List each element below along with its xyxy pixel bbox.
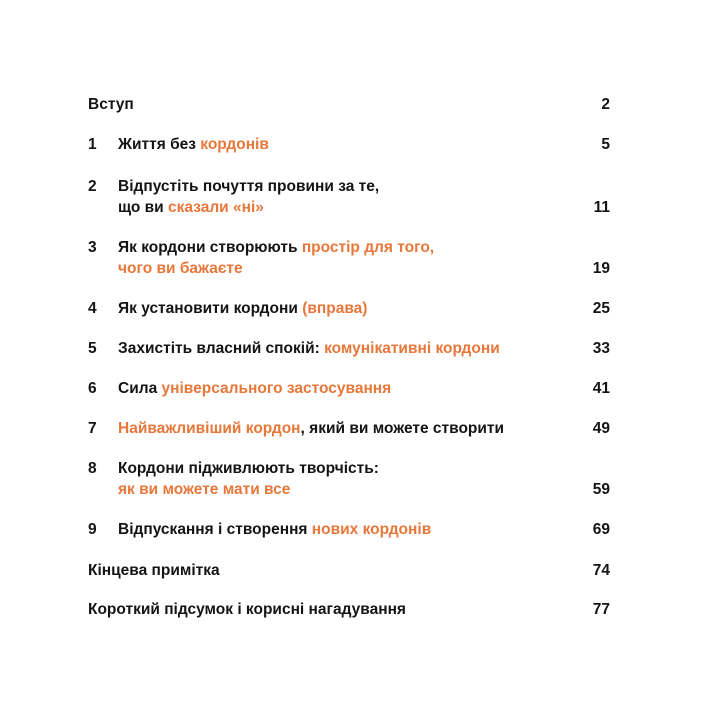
toc-entry-line [88,561,610,581]
toc-entry-line [88,600,610,620]
page-number: 74 [592,562,610,579]
page-number: 25 [592,300,610,317]
page-number: 2 [601,96,610,113]
chapter-title [118,379,391,399]
page-number: 5 [601,136,610,153]
title-text: що ви [118,199,169,216]
chapter-number: 4 [88,300,97,317]
title-text: , який ви можете створити [300,420,505,437]
page-number: 49 [592,420,610,437]
chapter-title [118,299,367,319]
toc-entry-line [88,520,610,540]
title-text: Життя без [118,136,201,153]
page-number: 59 [592,481,610,498]
highlighted-text: сказали «ні» [168,199,264,216]
chapter-title [118,339,500,359]
page-number: 11 [593,199,610,216]
toc-entry-line [88,95,610,115]
toc-entry-line [88,480,610,500]
toc-entry-line [88,459,610,479]
highlighted-text: комунікативні кордони [324,340,500,357]
title-text: Як установити кордони [118,300,303,317]
page-number: 77 [592,601,610,618]
title-text: Сила [118,380,162,397]
highlighted-text: простір для того, [301,239,435,256]
toc-entry-line [88,135,610,155]
toc-entry-line [88,299,610,319]
highlighted-text: універсального застосування [161,380,392,397]
highlighted-text: нових кордонів [311,521,432,538]
title-text: Відпустіть почуття провини за те, [118,178,380,195]
chapter-number: 3 [88,239,97,256]
toc-entry-line [88,259,610,279]
highlighted-text: кордонів [200,136,269,153]
page-number: 19 [592,260,610,277]
page-number: 33 [592,340,610,357]
title-text: Короткий підсумок і корисні нагадування [88,601,406,618]
title-text: Як кордони створюють [118,239,302,256]
title-text: Відпускання і створення [118,521,312,538]
toc-entry-line [88,419,610,439]
toc-entry-line [88,238,610,258]
chapter-title [118,419,504,439]
chapter-title [88,561,220,581]
chapter-title [118,480,290,500]
page-number: 69 [592,521,610,538]
title-text: Кінцева примітка [88,562,220,579]
page-number: 41 [592,380,610,397]
highlighted-text: Найважливіший кордон [118,420,301,437]
toc-entry-line [88,339,610,359]
highlighted-text: (вправа) [302,300,368,317]
chapter-title [118,135,269,155]
chapter-number: 2 [88,178,97,195]
chapter-title [118,177,379,197]
title-text: Захистіть власний спокій: [118,340,325,357]
chapter-title [118,198,264,218]
highlighted-text: чого ви бажаєте [118,260,243,277]
toc-entry-line [88,379,610,399]
toc-entry-line [88,177,610,197]
chapter-number: 1 [88,136,97,153]
chapter-number: 5 [88,340,97,357]
chapter-title [88,600,406,620]
chapter-title [88,95,134,115]
chapter-title [118,520,431,540]
chapter-title [118,259,243,279]
chapter-number: 6 [88,380,97,397]
title-text: Кордони підживлюють творчість: [118,460,379,477]
chapter-title [118,238,434,258]
toc-entry-line [88,198,610,218]
title-text: Вступ [88,96,134,113]
chapter-title [118,459,379,479]
chapter-number: 8 [88,460,97,477]
chapter-number: 9 [88,521,97,538]
highlighted-text: як ви можете мати все [118,481,291,498]
chapter-number: 7 [88,420,97,437]
